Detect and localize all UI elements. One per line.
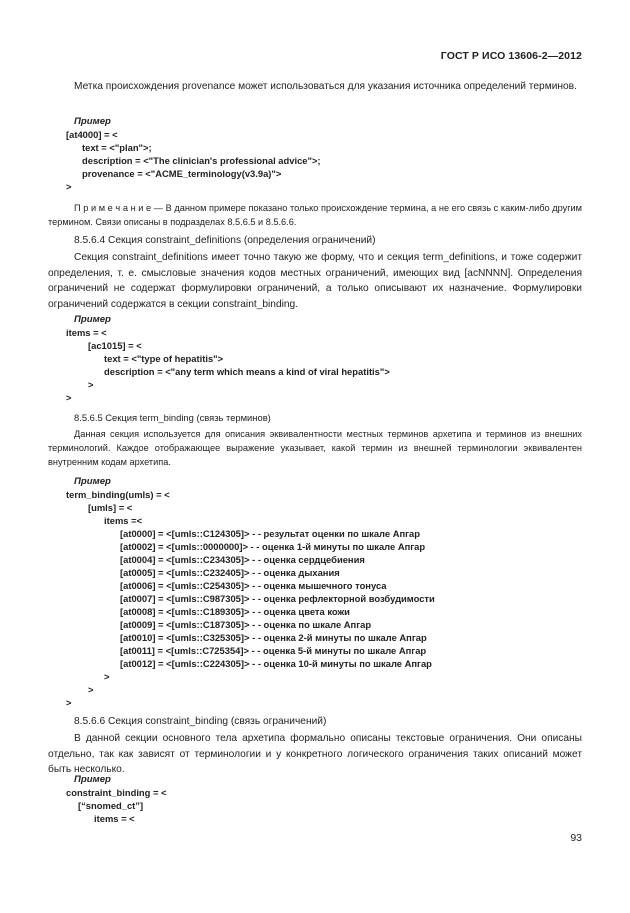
code-line: [at0007] = <[umls::C987305]> - - оценка рефлекторной возбудимости	[120, 593, 435, 604]
paragraph-term-binding: Данная секция используется для описания эквивалентности местных терминов архетипа и терминов из внешних терминологий. Каждое отображающее выражение указывает, какой термин из внешней терминологии эквивалентен внутренним кодам архетипа.	[48, 429, 582, 467]
example-label: Пример	[74, 476, 111, 487]
code-line: [ac1015] = <	[88, 340, 142, 351]
page-number: 93	[570, 832, 582, 844]
code-line: [at0009] = <[umls::C187305]> - - оценка по шкале Апгар	[120, 619, 372, 630]
code-line: [at0006] = <[umls::C254305]> - - оценка мышечного тонуса	[120, 580, 387, 591]
code-line: [at0012] = <[umls::C224305]> - - оценка 10-й минуты по шкале Апгар	[120, 658, 432, 669]
code-line: [at4000] = <	[66, 129, 118, 140]
code-line: text = <"type of hepatitis">	[104, 353, 224, 364]
example-label: Пример	[74, 116, 111, 127]
code-line: provenance = <"ACME_terminology(v3.9a)">	[82, 168, 282, 179]
paragraph-constraint-definitions: Секция constraint_definitions имеет точно такую же форму, что и секция term_definitions, и тоже содержит определения, т. е. смысловые значения кодов местных ограничений, имеющих вид [acNNNN]. Определения ограничений не содержат формулировки ограничений, а только описывают их назначение. Формулировки ограничений содержатся в секции constraint_binding.	[48, 252, 582, 310]
code-line: [at0004] = <[umls::C234305]> - - оценка сердцебиения	[120, 554, 365, 565]
code-line: items = <	[94, 813, 135, 824]
example-label: Пример	[74, 314, 111, 325]
code-line: >	[88, 684, 94, 695]
code-line: [umls] = <	[88, 502, 133, 513]
code-line: [at0002] = <[umls::0000000]> - - оценка 1-й минуты по шкале Апгар	[120, 541, 426, 552]
code-line: [“snomed_ct”]	[78, 800, 144, 811]
paragraph-constraint-binding: В данной секции основного тела архетипа формально описаны текстовые ограничения. Они описаны отдельно, так как зависят от терминологии и у конкретного логического ограничения таких описаний может быть несколько.	[48, 733, 582, 775]
code-line: [at0000] = <[umls::C124305]> - - результат оценки по шкале Апгар	[120, 528, 420, 539]
code-line: [at0011] = <[umls::C725354]> - - оценка 5-й минуты по шкале Апгар	[120, 645, 427, 656]
code-line: >	[66, 697, 72, 708]
code-line: >	[66, 181, 72, 192]
code-line: [at0010] = <[umls::C325305]> - - оценка 2-й минуты по шкале Апгар	[120, 632, 427, 643]
note-paragraph: П р и м е ч а н и е — В данном примере показано только происхождение термина, а не его связь с каким-либо другим термином. Связи описаны в подразделах 8.5.6.5 и 8.5.6.6.	[48, 203, 582, 227]
section-heading-8-5-6-5: 8.5.6.5 Секция term_binding (связь терминов)	[74, 412, 271, 423]
code-line: [at0005] = <[umls::C232405]> - - оценка дыхания	[120, 567, 340, 578]
document-header: ГОСТ Р ИСО 13606-2—2012	[440, 50, 582, 62]
code-line: >	[104, 671, 110, 682]
paragraph-provenance: Метка происхождения provenance может использоваться для указания источника определений терминов.	[74, 81, 577, 92]
code-line: constraint_binding = <	[66, 787, 167, 798]
code-line: term_binding(umls) = <	[66, 489, 170, 500]
code-line: >	[88, 379, 94, 390]
code-line: [at0008] = <[umls::C189305]> - - оценка цвета кожи	[120, 606, 350, 617]
code-line: text = <"plan">;	[82, 142, 152, 153]
example-label: Пример	[74, 774, 111, 785]
code-line: items =<	[104, 515, 143, 526]
section-heading-8-5-6-4: 8.5.6.4 Секция constraint_definitions (определения ограничений)	[74, 235, 376, 246]
code-line: >	[66, 392, 72, 403]
code-line: description = <"any term which means a kind of viral hepatitis">	[104, 366, 390, 377]
code-line: items = <	[66, 327, 107, 338]
section-heading-8-5-6-6: 8.5.6.6 Секция constraint_binding (связь ограничений)	[74, 716, 327, 727]
code-line: description = <"The clinician's professional advice">;	[82, 155, 321, 166]
